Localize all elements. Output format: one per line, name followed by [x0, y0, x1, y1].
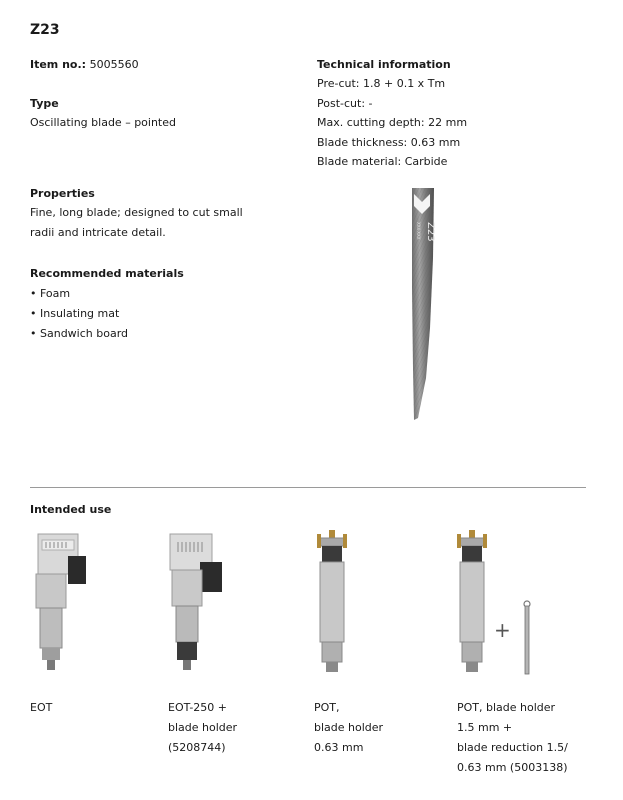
intended-use-heading: Intended use	[30, 503, 112, 516]
pot-tool-icon	[312, 528, 352, 674]
tool-label-line: EOT-250 +	[168, 701, 227, 714]
recommended-item: • Insulating mat	[30, 304, 290, 324]
tech-postcut: Post-cut: -	[317, 97, 373, 110]
eot-250-tool-icon	[164, 532, 228, 672]
blade-image	[402, 188, 442, 422]
tool-label-eot	[30, 698, 52, 718]
blade-reduction-icon	[520, 600, 534, 676]
pot-tool-image	[312, 528, 352, 674]
tech-precut: Pre-cut: 1.8 + 0.1 x Tm	[317, 77, 446, 90]
eot-tool-image	[28, 532, 88, 672]
blade-small-engraving: XXX-XXX	[416, 222, 421, 240]
recommended-list	[30, 284, 290, 344]
properties-heading: Properties	[30, 187, 95, 200]
item-number-row	[30, 55, 290, 75]
recommended-heading: Recommended materials	[30, 267, 184, 280]
eot-tool-icon	[28, 532, 88, 672]
product-title: Z23	[30, 22, 60, 38]
tool-label-line: 0.63 mm	[314, 741, 364, 754]
type-value: Oscillating blade – pointed	[30, 116, 176, 129]
item-number-value: 5005560	[89, 58, 139, 71]
blade-reduction-image	[520, 600, 534, 676]
tool-label-line: POT,	[314, 701, 340, 714]
tool-label-line: (5208744)	[168, 741, 226, 754]
tool-label-line: blade holder	[168, 721, 238, 734]
recommended-item: • Foam	[30, 284, 290, 304]
tech-thickness: Blade thickness: 0.63 mm	[317, 136, 461, 149]
tech-max-depth: Max. cutting depth: 22 mm	[317, 116, 468, 129]
tool-label-line: 0.63 mm (5003138)	[457, 761, 568, 774]
recommended-item: • Sandwich board	[30, 324, 290, 344]
section-divider	[30, 487, 586, 488]
tool-label-line: 1.5 mm +	[457, 721, 513, 734]
technical-heading: Technical information	[317, 58, 451, 71]
tool-label-pot-reduction	[457, 698, 568, 778]
type-heading: Type	[30, 97, 59, 110]
eot-250-tool-image	[164, 532, 228, 672]
tool-label-line: blade holder	[314, 721, 384, 734]
plus-sign: +	[494, 618, 511, 642]
properties-line-2: radii and intricate detail.	[30, 226, 166, 239]
tool-label-pot	[314, 698, 383, 758]
tech-material: Blade material: Carbide	[317, 155, 448, 168]
tool-label-line: POT, blade holder	[457, 701, 556, 714]
properties-line-1: Fine, long blade; designed to cut small	[30, 206, 243, 219]
tool-label-eot-250	[168, 698, 237, 758]
pot-tool-reduction-icon	[452, 528, 492, 674]
item-number-label: Item no.:	[30, 58, 87, 71]
pot-tool-with-reduction-image	[452, 528, 492, 674]
tool-label-line: EOT	[30, 701, 53, 714]
tool-label-line: blade reduction 1.5/	[457, 741, 568, 754]
blade-engraving: Z23	[425, 222, 436, 242]
blade-icon	[402, 188, 442, 422]
